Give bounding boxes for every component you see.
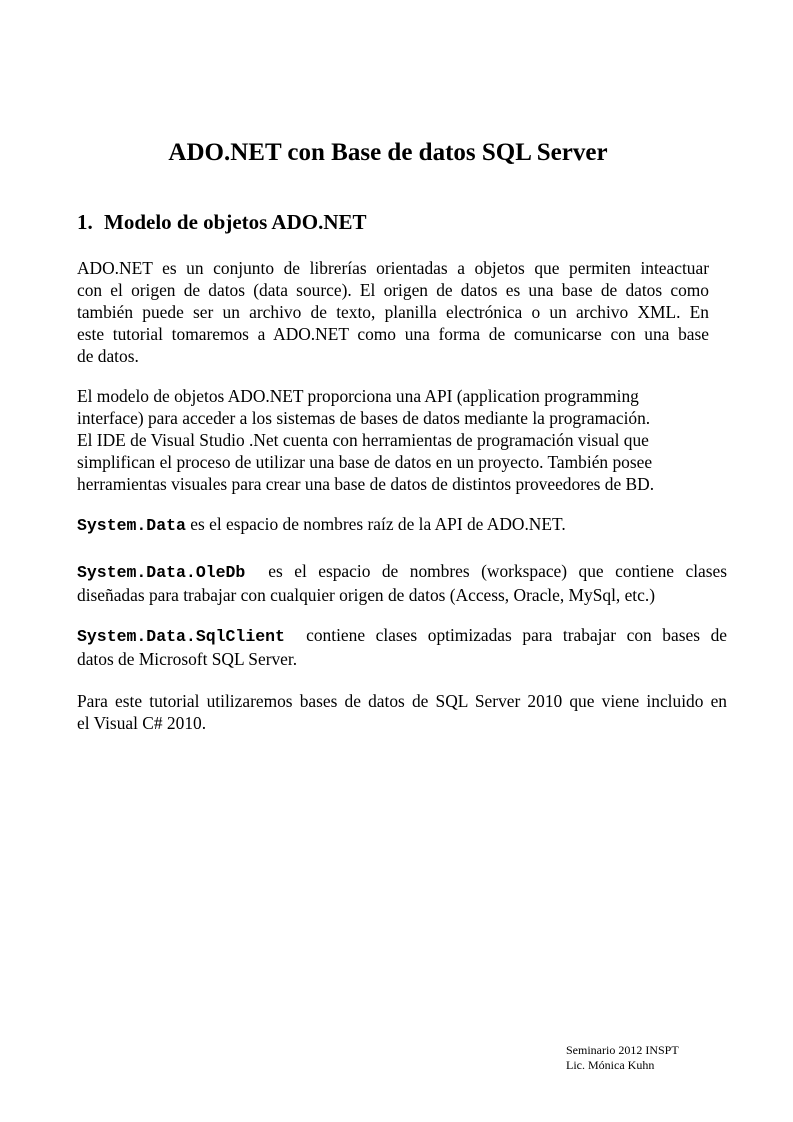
model-line: El IDE de Visual Studio .Net cuenta con herramientas de programación visual que [77,430,649,450]
page-footer [566,1043,679,1073]
intro-line: con el origen de datos (data source). El origen de datos es una base de datos como [77,280,709,300]
model-line: El modelo de objetos ADO.NET proporciona una API (application programming [77,386,639,406]
oledb-paragraph [77,560,727,606]
intro-line: este tutorial tomaremos a ADO.NET como una forma de comunicarse con una base [77,324,709,344]
intro-line: de datos. [77,346,139,366]
model-line: simplifican el proceso de utilizar una base de datos en un proyecto. También posee [77,452,653,472]
document-title: ADO.NET con Base de datos SQL Server [168,139,608,166]
footer-line: Lic. Mónica Kuhn [566,1058,655,1072]
intro-line: ADO.NET es un conjunto de librerías orientadas a objetos que permiten inteactuar [77,258,709,278]
intro-paragraph [77,257,709,367]
tutorial-line: Para este tutorial utilizaremos bases de datos de SQL Server 2010 que viene incluido en [77,691,727,711]
tutorial-line: el Visual C# 2010. [77,713,207,733]
sqlclient-text: contiene clases optimizadas para trabajar con bases de [284,625,727,645]
system-data-text: es el espacio de nombres raíz de la API de ADO.NET. [185,514,566,534]
section-title: Modelo de objetos ADO.NET [104,210,367,234]
section-number: 1. [77,210,93,234]
system-data-paragraph [77,513,566,537]
sqlclient-paragraph [77,624,727,670]
oledb-line2: diseñadas para trabajar con cualquier origen de datos (Access, Oracle, MySql, etc.) [77,585,656,605]
model-line: herramientas visuales para crear una base de datos de distintos proveedores de BD. [77,474,655,494]
footer-line: Seminario 2012 INSPT [566,1043,679,1057]
tutorial-paragraph [77,690,727,734]
sqlclient-line2: datos de Microsoft SQL Server. [77,649,298,669]
model-line: interface) para acceder a los sistemas de bases de datos mediante la programación. [77,408,651,428]
intro-line: también puede ser un archivo de texto, planilla electrónica o un archivo XML. En [77,302,709,322]
namespace-code: System.Data.OleDb [77,563,246,582]
section-heading [77,208,367,236]
namespace-code: System.Data.SqlClient [77,627,285,646]
namespace-code: System.Data [77,516,186,535]
model-paragraph [77,385,654,495]
oledb-text: es el espacio de nombres (workspace) que contiene clases [245,561,727,581]
